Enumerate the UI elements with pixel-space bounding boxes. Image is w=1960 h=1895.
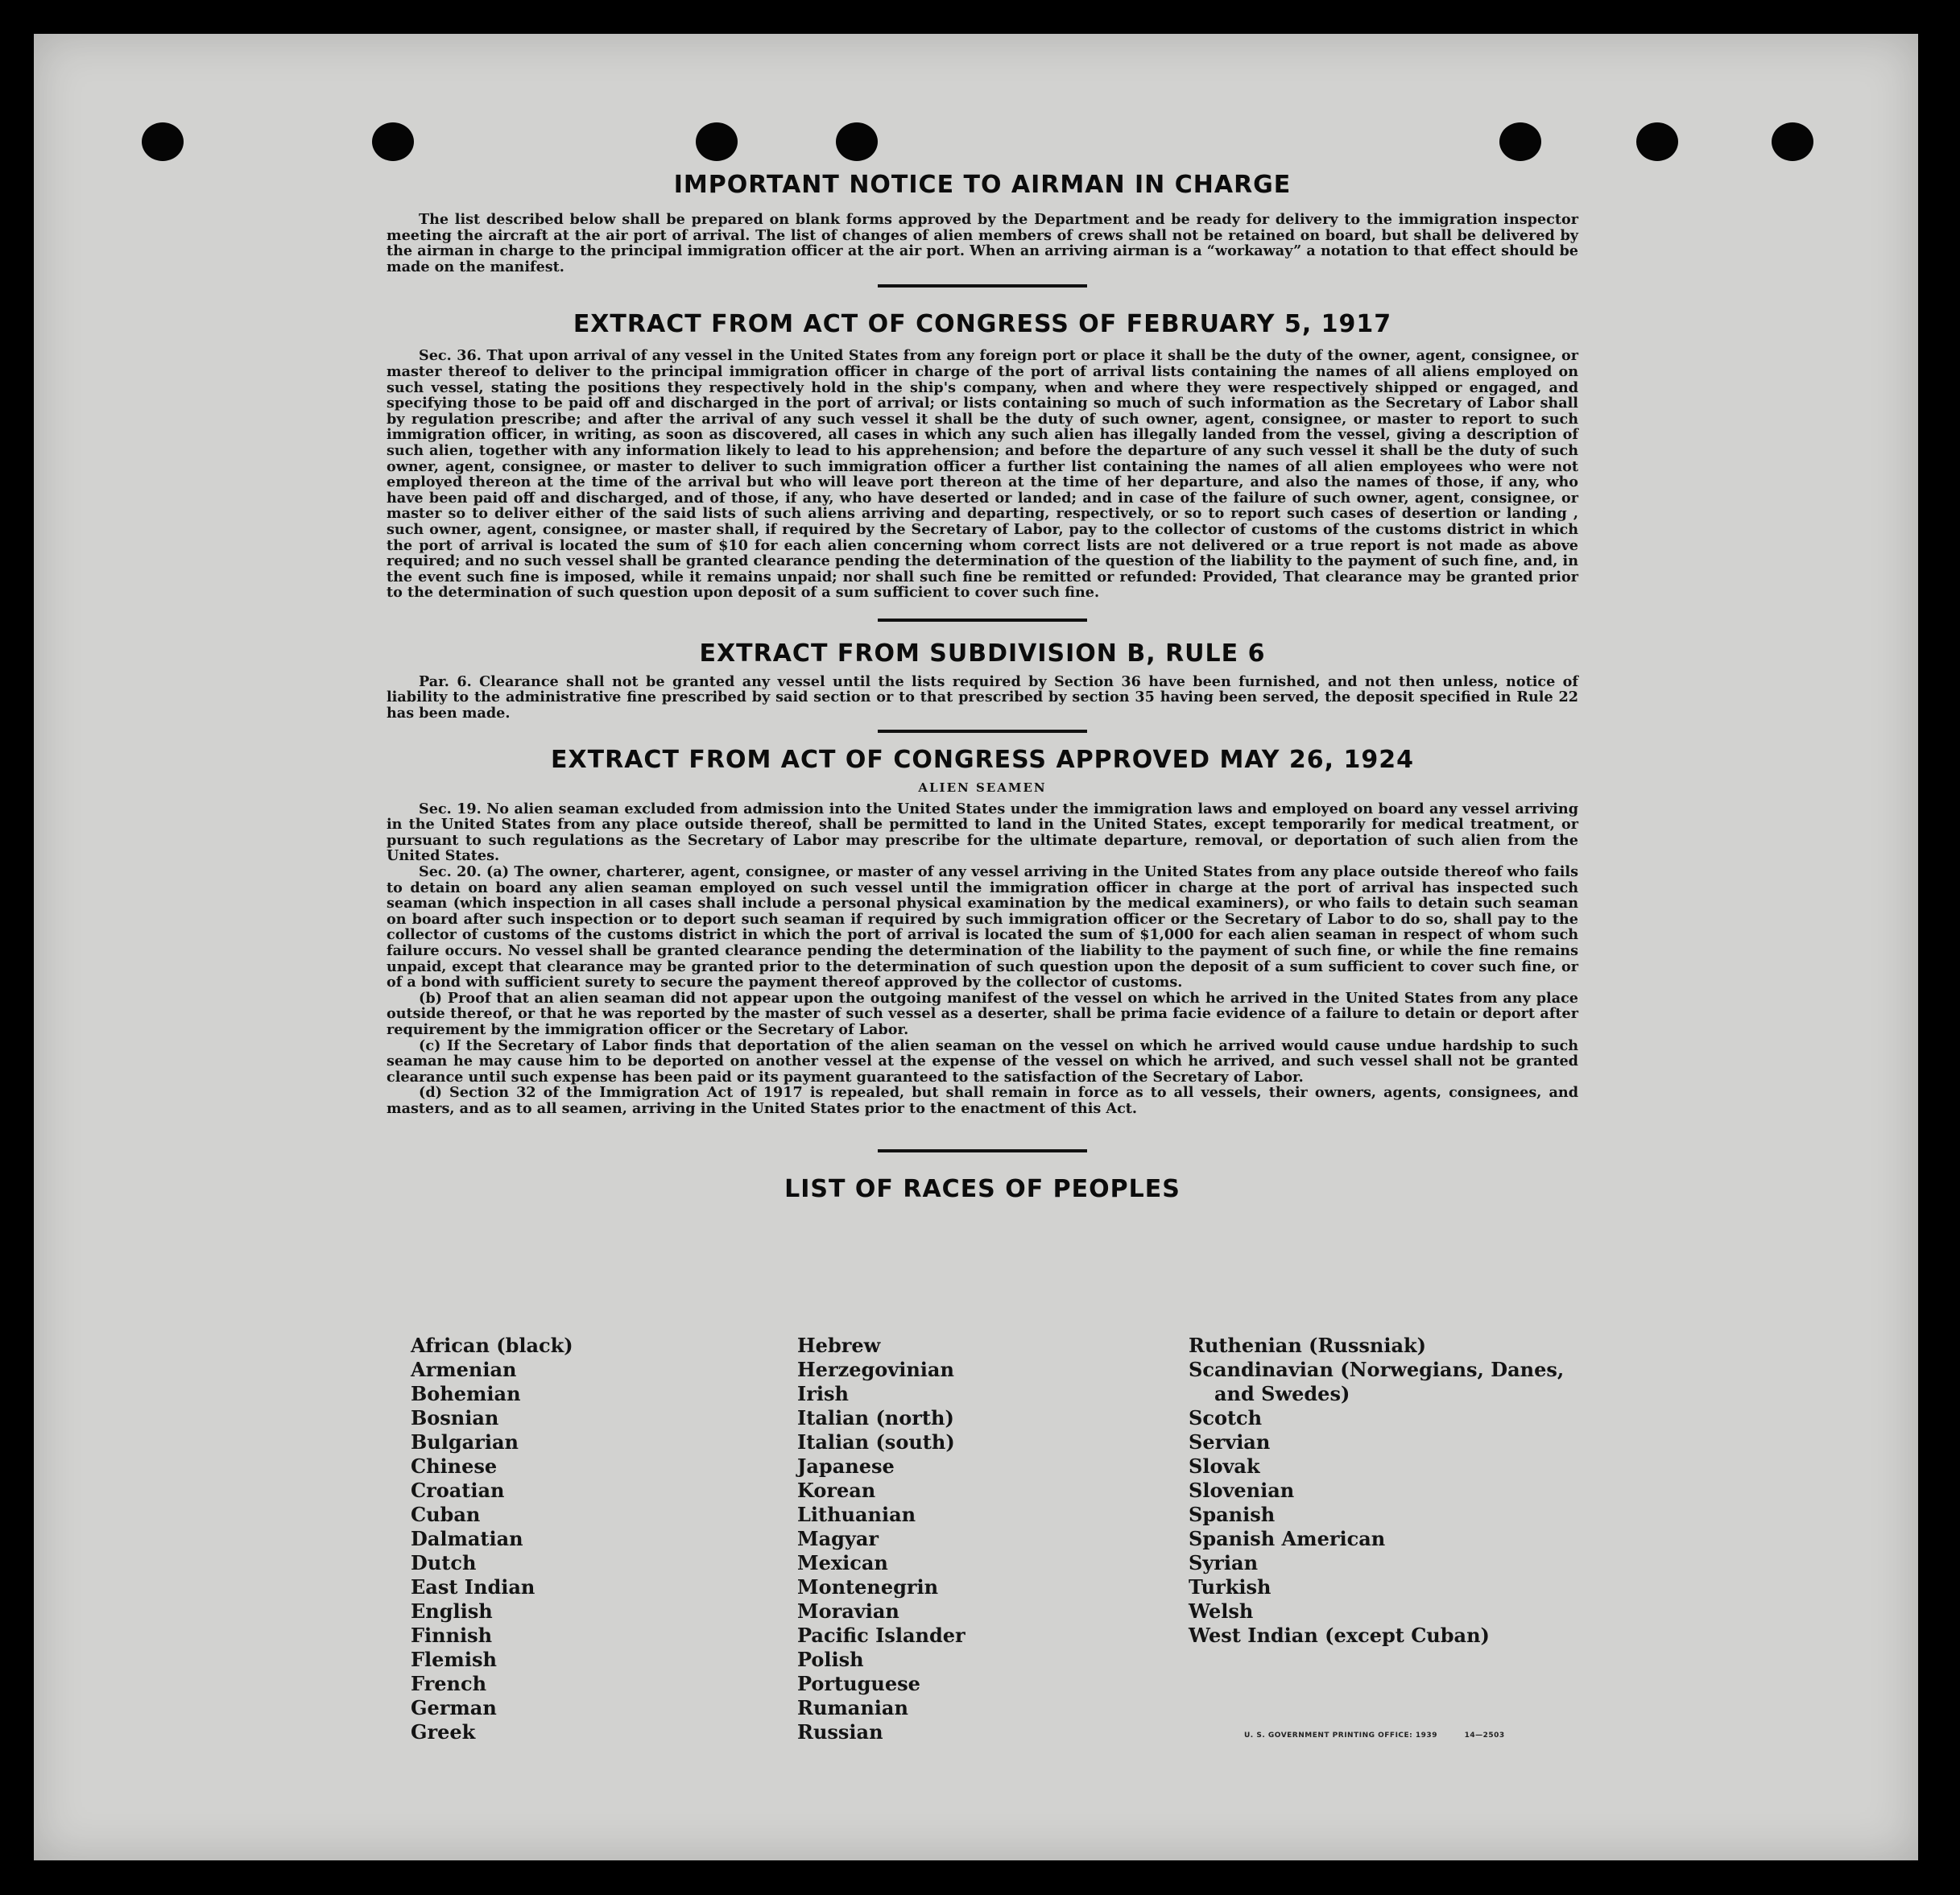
punch-hole <box>1636 122 1678 161</box>
race-item: Italian (north) <box>797 1406 954 1430</box>
race-item: Irish <box>797 1382 849 1405</box>
race-item: Polish <box>797 1648 864 1671</box>
races-column-3 <box>1189 1334 1564 1648</box>
subheading-alien-seamen: ALIEN SEAMEN <box>918 780 1047 795</box>
race-item: French <box>411 1672 487 1695</box>
race-item: African (black) <box>411 1334 573 1357</box>
paragraph-airman-notice: The list described below shall be prepared on blank forms approved by the Department and be ready for delivery to the immigration inspector meeting the aircraft at the air port of arrival. The list of changes of alien members of crews shall not be retained on board, but shall be delivered by the airman in charge to the principal immigration officer at the air port. When an arriving airman is a “workaway” a notation to that effect should be made on the manifest. <box>387 211 1578 275</box>
paragraph-section-20d: (d) Section 32 of the Immigration Act of 1917 is repealed, but shall remain in force as to all vessels, their owners, agents, consignees, and masters, and as to all seamen, arriving in the United States prior to the enactment of this Act. <box>387 1084 1578 1117</box>
race-item: Spanish <box>1189 1503 1276 1526</box>
paragraph-section-20b: (b) Proof that an alien seaman did not appear upon the outgoing manifest of the vessel on which he arrived in the United States from any place outside thereof, or that he was reported by the master of such vessel as a deserter, shall be prima facie evidence of a failure to detain or deport after requirement by the immigration officer or the Secretary of Labor. <box>387 989 1578 1038</box>
race-item: English <box>411 1599 493 1623</box>
race-item: and Swedes) <box>1214 1382 1350 1405</box>
race-item: Turkish <box>1189 1575 1272 1599</box>
race-item: West Indian (except Cuban) <box>1189 1624 1490 1647</box>
race-item: Montenegrin <box>797 1575 939 1599</box>
race-item: Finnish <box>411 1624 493 1647</box>
race-item: Italian (south) <box>797 1430 955 1454</box>
paragraph-section-36: Sec. 36. That upon arrival of any vessel in the United States from any foreign port or place it shall be the duty of the owner, agent, consignee, or master thereof to deliver to the principal immigration officer in charge of the port of arrival lists containing the names of all aliens employed on such vessel, stating the positions they respectively hold in the ship's company, when and where they were respectively shipped or engaged, and specifying those to be paid off and discharged in the port of arrival; or lists containing so much of such information as the Secretary of Labor shall by regulation prescribe; and after the arrival of any such vessel it shall be the duty of such owner, agent, consignee, or master to report to such immigration officer, in writing, as soon as discovered, all cases in which any such alien has illegally landed from the vessel, giving a description of such alien, together with any information likely to lead to his apprehension; and before the departure of any such vessel it shall be the duty of such owner, agent, consignee, or master to deliver to such immigration officer a further list containing the names of all alien employees who were not employed thereon at the time of the arrival but who will leave port thereon at the time of her departure, and also the names of those, if any, who have been paid off and discharged, and of those, if any, who have deserted or landed; and in case of the failure of such owner, agent, consignee, or master so to deliver either of the said lists of such aliens arriving and departing, respectively, or so to report such cases of desertion or landing , such owner, agent, consignee, or master shall, if required by the Secretary of Labor, pay to the collector of customs of the customs district in which the port of arrival is located the sum of $10 for each alien concerning whom correct lists are not delivered or a true report is not made as above required; and no such vessel shall be granted clearance pending the determination of the question of the liability to the payment of such fine, and, in the event such fine is imposed, while it remains unpaid; nor shall such fine be remitted or refunded: Provided, That clearance may be granted prior to the determination of such question upon deposit of a sum sufficient to cover such fine. <box>387 347 1578 602</box>
race-item: East Indian <box>411 1575 535 1599</box>
race-item: Slovak <box>1189 1454 1260 1478</box>
race-item: Herzegovinian <box>797 1358 954 1381</box>
race-item: Welsh <box>1189 1599 1254 1623</box>
race-item: Rumanian <box>797 1696 908 1719</box>
paragraph-section-19: Sec. 19. No alien seaman excluded from admission into the United States under the immigration laws and employed on board any vessel arriving in the United States from any place outside thereof, shall be permitted to land in the United States, except temporarily for medical treatment, or pursuant to such regulations as the Secretary of Labor may prescribe for the ultimate departure, removal, or deportation of such alien from the United States. <box>387 800 1578 865</box>
heading-races-list: LIST OF RACES OF PEOPLES <box>784 1174 1181 1203</box>
race-item: Lithuanian <box>797 1503 916 1526</box>
form-number: 14—2503 <box>1464 1732 1505 1740</box>
races-column-1 <box>411 1334 573 1744</box>
punch-hole <box>142 122 184 161</box>
document-body <box>387 171 1578 1203</box>
race-item: Bohemian <box>411 1382 521 1405</box>
paragraph-section-20c: (c) If the Secretary of Labor finds that deportation of the alien seaman on the vessel on which he arrived would cause undue hardship to such seaman he may cause him to be deported on another vessel at the expense of the vessel on which he arrived, and such vessel shall not be granted clearance until such expense has been paid or its payment guaranteed to the satisfaction of the Secretary of Labor. <box>387 1036 1578 1086</box>
race-item: Slovenian <box>1189 1479 1295 1502</box>
race-item: Pacific Islander <box>797 1624 966 1647</box>
race-item: Spanish American <box>1189 1527 1386 1550</box>
printer-imprint <box>1244 1732 1529 1740</box>
race-item: German <box>411 1696 497 1719</box>
race-item: Portuguese <box>797 1672 920 1695</box>
race-item: Bosnian <box>411 1406 499 1430</box>
race-item: Korean <box>797 1479 876 1502</box>
race-item: Hebrew <box>797 1334 881 1357</box>
race-item: Russian <box>797 1720 883 1744</box>
race-item: Croatian <box>411 1479 505 1502</box>
race-item: Dutch <box>411 1551 477 1574</box>
race-item: Magyar <box>797 1527 879 1550</box>
race-item: Cuban <box>411 1503 481 1526</box>
race-item: Bulgarian <box>411 1430 519 1454</box>
punch-hole <box>836 122 878 161</box>
heading-act-1924: EXTRACT FROM ACT OF CONGRESS APPROVED MAY 26, 1924 <box>551 745 1414 774</box>
race-item: Syrian <box>1189 1551 1259 1574</box>
punch-hole <box>1499 122 1541 161</box>
punch-hole <box>372 122 414 161</box>
race-item: Greek <box>411 1720 476 1744</box>
race-item: Scandinavian (Norwegians, Danes, <box>1189 1358 1565 1381</box>
race-item: Flemish <box>411 1648 497 1671</box>
heading-airman-notice: IMPORTANT NOTICE TO AIRMAN IN CHARGE <box>673 171 1292 199</box>
race-item: Dalmatian <box>411 1527 523 1550</box>
race-item: Ruthenian (Russniak) <box>1189 1334 1426 1357</box>
race-item: Moravian <box>797 1599 899 1623</box>
heading-subdivision-b: EXTRACT FROM SUBDIVISION B, RULE 6 <box>699 639 1266 668</box>
punch-hole <box>696 122 738 161</box>
races-column-2 <box>797 1334 966 1744</box>
printer-line: U. S. GOVERNMENT PRINTING OFFICE: 1939 <box>1244 1732 1437 1740</box>
race-item: Scotch <box>1189 1406 1263 1430</box>
paragraph-section-20a: Sec. 20. (a) The owner, charterer, agent, consignee, or master of any vessel arriving in the United States from any place outside thereof who fails to detain on board any alien seaman employed on such vessel until the immigration officer in charge at the port of arrival has inspected such seaman (which inspection in all cases shall include a personal physical examination by the medical examiners), or who fails to detain such seaman on board after such inspection or to deport such seaman if required by such immigration officer or the Secretary of Labor to do so, shall pay to the collector of customs of the customs district in which the port of arrival is located the sum of $1,000 for each alien seaman in respect of whom such failure occurs. No vessel shall be granted clearance pending the determination of the liability to the payment of such fine, or while the fine remains unpaid, except that clearance may be granted prior to the determination of such question upon the deposit of a sum sufficient to cover such fine, or of a bond with sufficient surety to secure the payment thereof approved by the collector of customs. <box>387 863 1578 991</box>
race-item: Servian <box>1189 1430 1271 1454</box>
paragraph-rule-6: Par. 6. Clearance shall not be granted any vessel until the lists required by Section 36 have been furnished, and not then unless, notice of liability to the administrative fine prescribed by said section or to that prescribed by section 35 having been served, the deposit specified in Rule 22 has been made. <box>387 672 1578 722</box>
punch-hole <box>1772 122 1813 161</box>
heading-act-1917: EXTRACT FROM ACT OF CONGRESS OF FEBRUARY 5, 1917 <box>573 310 1392 339</box>
race-item: Armenian <box>411 1358 517 1381</box>
race-item: Japanese <box>797 1454 895 1478</box>
race-item: Chinese <box>411 1454 498 1478</box>
race-item: Mexican <box>797 1551 888 1574</box>
